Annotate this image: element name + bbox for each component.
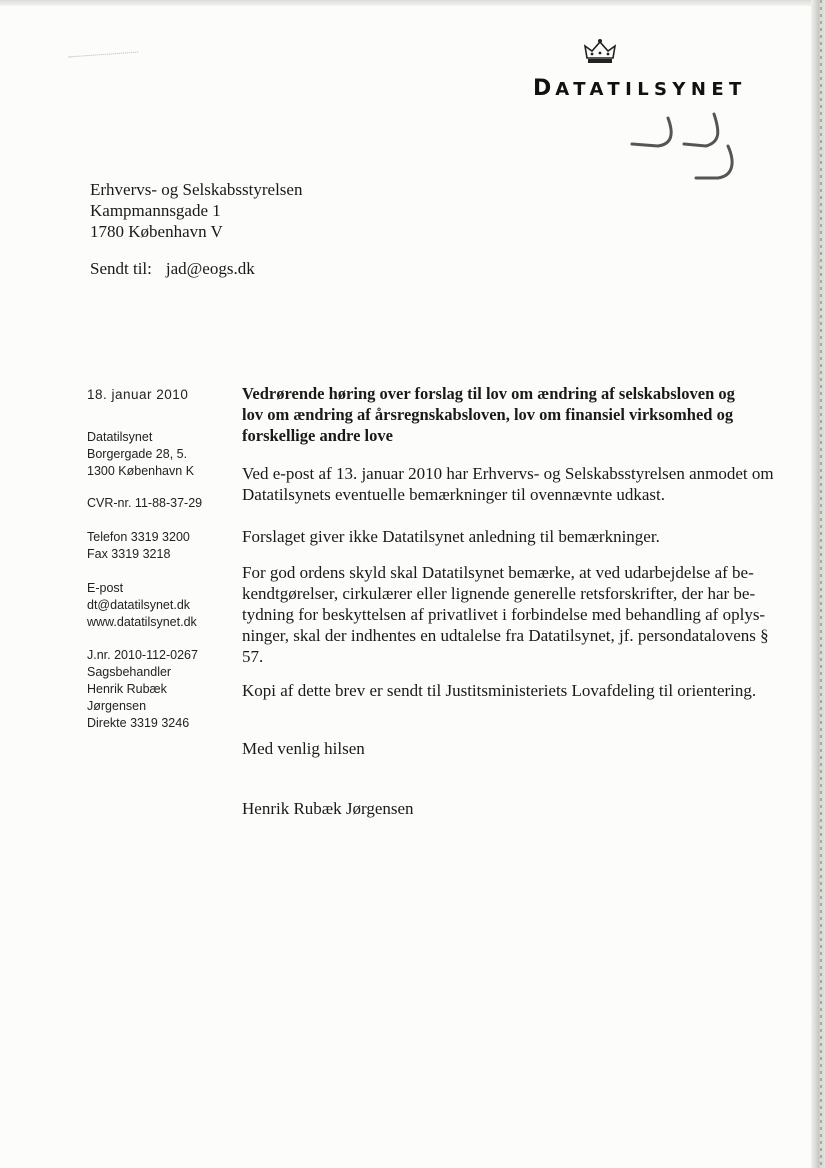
logo-wordmark-initial: D bbox=[533, 76, 556, 101]
paragraph-line: Kopi af dette brev er sendt til Justitsministeriets Lovafdeling til orientering. bbox=[242, 681, 757, 700]
paragraph-line: Forslaget giver ikke Datatilsynet anledning til bemærkninger. bbox=[242, 527, 660, 546]
recipient-line: Kampmannsgade 1 bbox=[90, 201, 221, 220]
sidebar-line: J.nr. 2010-112-0267 bbox=[87, 648, 198, 662]
subject-line: forskellige andre love bbox=[242, 426, 393, 445]
paragraph-no-remarks bbox=[242, 526, 782, 547]
paragraph-copy bbox=[242, 680, 782, 701]
sidebar-line: dt@datatilsynet.dk bbox=[87, 598, 191, 612]
sender-address bbox=[87, 429, 194, 480]
paragraph-request bbox=[242, 463, 782, 505]
paragraph-line: Datatilsynets eventuelle bemærkninger til ovennævnte udkast. bbox=[242, 485, 666, 504]
sidebar-line: Henrik Rubæk bbox=[87, 682, 167, 696]
sent-to-label: Sendt til: bbox=[90, 259, 152, 278]
paragraph-line: ninger, skal der indhentes en udtalelse fra Datatilsynet, jf. persondatalovens § bbox=[242, 626, 769, 645]
scan-edge-top bbox=[0, 0, 825, 6]
sidebar-line: Direkte 3319 3246 bbox=[87, 716, 190, 730]
phone-info bbox=[87, 529, 190, 563]
sidebar-line: E-post bbox=[87, 581, 124, 595]
sidebar-line: 1300 København K bbox=[87, 464, 195, 478]
recipient-address bbox=[90, 179, 302, 242]
recipient-line: Erhvervs- og Selskabsstyrelsen bbox=[90, 180, 303, 199]
cvr-number: CVR-nr. 11-88-37-29 bbox=[87, 496, 203, 510]
contact-info bbox=[87, 580, 197, 631]
paragraph-line: Ved e-post af 13. januar 2010 har Erhvervs- og Selskabsstyrelsen anmodet om bbox=[242, 464, 774, 483]
paragraph-remark bbox=[242, 562, 782, 667]
sidebar-line: www.datatilsynet.dk bbox=[87, 615, 197, 629]
sent-to-email: jad@eogs.dk bbox=[165, 259, 255, 278]
sidebar-line: Sagsbehandler bbox=[87, 665, 172, 679]
paragraph-line: kendtgørelser, cirkulærer eller lignende generelle retsforskrifter, der har be- bbox=[242, 584, 756, 603]
subject-line: Vedrørende høring over forslag til lov om ændring af selskabsloven og bbox=[242, 384, 735, 403]
sidebar-line: Telefon 3319 3200 bbox=[87, 530, 190, 544]
sidebar-line: Fax 3319 3218 bbox=[87, 547, 171, 561]
recipient-line: 1780 København V bbox=[90, 222, 223, 241]
paragraph-line: 57. bbox=[242, 647, 264, 666]
paragraph-line: tydning for beskyttelsen af privatlivet i forbindelse med behandling af oplys- bbox=[242, 605, 766, 624]
logo-wordmark-rest: ATATILSYNET bbox=[555, 79, 747, 100]
letter-date: 18. januar 2010 bbox=[87, 387, 189, 402]
signer-name: Henrik Rubæk Jørgensen bbox=[242, 799, 414, 818]
sidebar-line: Datatilsynet bbox=[87, 430, 153, 444]
crown-icon bbox=[583, 38, 617, 66]
sidebar-line: Jørgensen bbox=[87, 699, 147, 713]
sidebar-line: Borgergade 28, 5. bbox=[87, 447, 188, 461]
closing-greeting: Med venlig hilsen bbox=[242, 739, 365, 758]
scan-speck bbox=[68, 44, 138, 58]
sent-to bbox=[90, 258, 255, 279]
scan-edge-right bbox=[811, 0, 825, 1168]
handwritten-mark bbox=[628, 110, 748, 190]
paragraph-line: For god ordens skyld skal Datatilsynet bemærke, at ved udarbejdelse af be- bbox=[242, 563, 754, 582]
case-info bbox=[87, 647, 198, 732]
letter-subject bbox=[242, 383, 782, 446]
logo-wordmark bbox=[533, 76, 747, 101]
subject-line: lov om ændring af årsregnskabsloven, lov om finansiel virksomhed og bbox=[242, 405, 734, 424]
